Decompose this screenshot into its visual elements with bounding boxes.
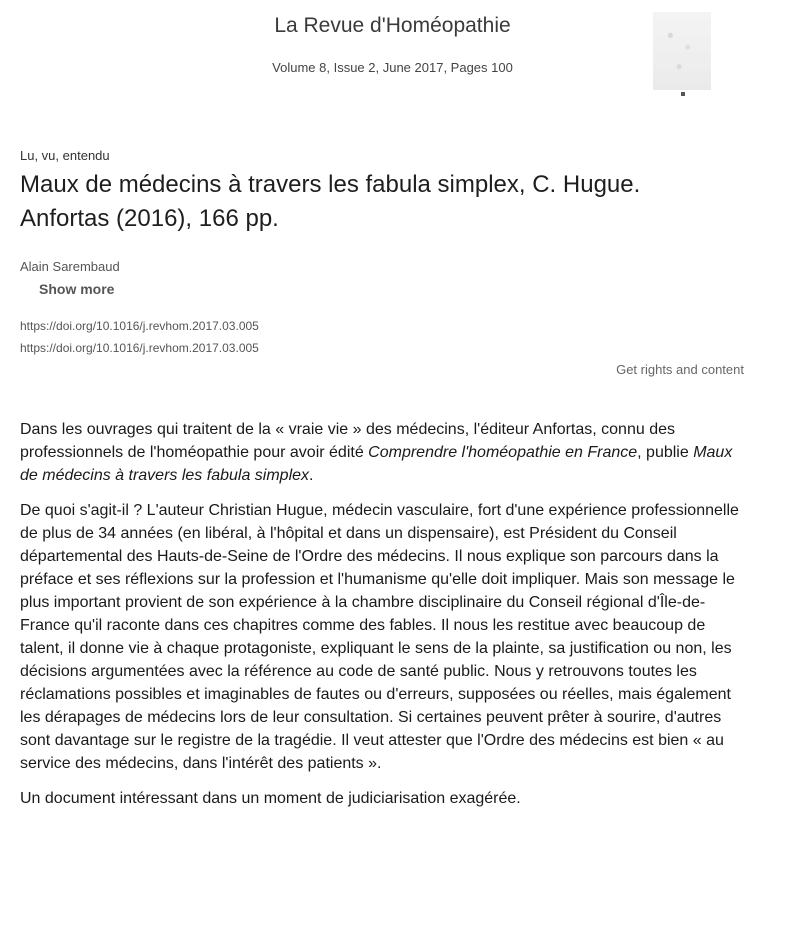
- paragraph-3: Un document intéressant dans un moment de judiciarisation exagérée.: [20, 790, 521, 807]
- paragraph-2: De quoi s'agit-il ? L'auteur Christian Hugue, médecin vasculaire, fort d'une expérience professionnelle de plus de 34 années (en libéral, à l'hôpital et dans un dispensaire), est Président du Conseil départemental des Hauts-de-Seine de l'Ordre des médecins. Il nous explique son parcours dans la préface et ses réflexions sur la profession et l'humanisme qu'elle doit impliquer. Mais son message le plus important provient de son expérience à la chambre disciplinaire du Conseil régional d'Île-de-France qu'il raconte dans ces chapitres comme des fables. Il nous les restitue avec beaucoup de talent, il donne vie à chaque protagoniste, expliquant le sens de la plainte, sa justification ou non, les décisions argumentées avec la référence au code de santé public. Nous y retrouvons toutes les réclamations possibles et imaginables de fautes ou d'erreurs, supposées ou réelles, mais également les dérapages de médecins lors de leur consultation. Si certaines peuvent prêter à sourire, d'autres sont davantage sur le registre de la tragédie. Il veut attester que l'Ordre des médecins est bien « au service des médecins, dans l'intérêt des patients ».: [20, 502, 739, 772]
- book-title-2: Maux de médecins à travers les fabula simplex: [20, 444, 733, 484]
- paragraph-1: Dans les ouvrages qui traitent de la « vraie vie » des médecins, l'éditeur Anfortas, connu des professionnels de l'homéopathie pour avoir édité Comprendre l'homéopathie en France, publie Maux de médecins à travers les fabula simplex.: [20, 421, 733, 484]
- issue-info: Volume 8, Issue 2, June 2017, Pages 100: [272, 60, 513, 75]
- article-body: [20, 418, 750, 822]
- doi-link-secondary[interactable]: https://doi.org/10.1016/j.revhom.2017.03.005: [20, 341, 259, 355]
- article-title-line-1: Maux de médecins à travers les fabula simplex, C. Hugue.: [20, 171, 641, 198]
- section-label: Lu, vu, entendu: [20, 148, 110, 163]
- get-rights-link[interactable]: Get rights and content: [616, 362, 744, 377]
- book-title-1: Comprendre l'homéopathie en France: [368, 444, 638, 461]
- article-title-line-2: Anfortas (2016), 166 pp.: [20, 205, 279, 232]
- show-more-button[interactable]: Show more: [39, 281, 115, 297]
- article-title: [20, 168, 780, 236]
- author-name[interactable]: Alain Sarembaud: [20, 259, 120, 274]
- journal-title: La Revue d'Homéopathie: [274, 14, 511, 37]
- doi-link[interactable]: https://doi.org/10.1016/j.revhom.2017.03.005: [20, 319, 259, 333]
- journal-cover-thumbnail[interactable]: [653, 12, 711, 90]
- cover-mark: [681, 92, 685, 96]
